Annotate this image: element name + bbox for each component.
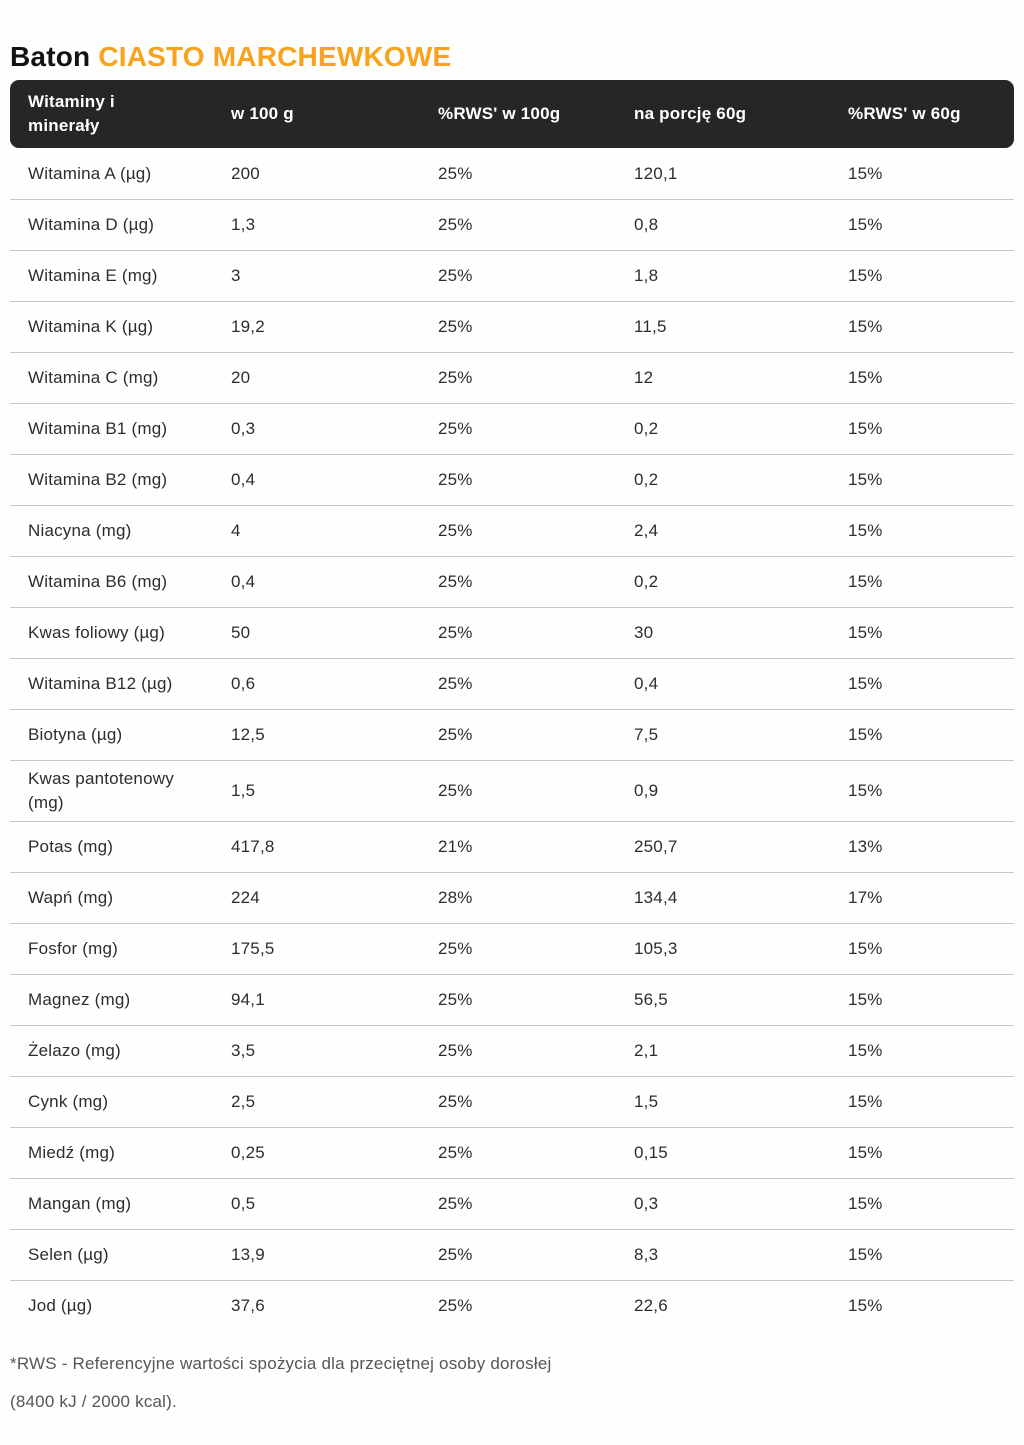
value-per-100g: 50 (231, 623, 251, 642)
value-per-100g: 37,6 (231, 1295, 265, 1315)
value-per-portion: 134,4 (634, 887, 678, 907)
table-row (10, 556, 1014, 607)
value-per-100g: 0,25 (231, 1142, 265, 1162)
nutrient-label: Kwas foliowy (µg) (28, 623, 165, 643)
value-per-100g: 0,4 (231, 470, 256, 489)
rws-footnote (10, 1345, 1014, 1421)
value-per-portion: 1,5 (634, 1091, 659, 1111)
value-per-100g: 13,9 (231, 1244, 265, 1264)
table-header-row (10, 80, 1014, 148)
value-per-100g: 3 (231, 266, 241, 285)
value-per-portion: 0,2 (634, 572, 659, 591)
table-row (10, 974, 1014, 1025)
table-row (10, 1178, 1014, 1229)
nutrient-label: Wapń (mg) (28, 887, 114, 907)
rws-per-100g: 25% (438, 521, 473, 540)
value-per-100g: 1,3 (231, 215, 256, 234)
rws-per-portion: 15% (848, 989, 883, 1009)
value-per-portion: 2,1 (634, 1040, 659, 1060)
nutrition-table (10, 80, 1014, 1331)
nutrient-label: Selen (µg) (28, 1244, 109, 1264)
nutrient-label: Mangan (mg) (28, 1193, 132, 1213)
rws-per-portion: 15% (848, 1040, 883, 1060)
nutrient-label: Potas (mg) (28, 836, 114, 856)
nutrient-label: Witamina B1 (mg) (28, 419, 168, 439)
rws-per-100g: 25% (438, 572, 473, 591)
nutrient-label: Cynk (mg) (28, 1091, 109, 1111)
table-row (10, 872, 1014, 923)
page-title-flavor: CIASTO MARCHEWKOWE (98, 41, 452, 72)
rws-per-100g: 25% (438, 780, 473, 800)
rws-per-portion: 15% (848, 419, 883, 438)
table-row (10, 199, 1014, 250)
rws-per-portion: 17% (848, 887, 883, 907)
column-header-per-portion: na porcję 60g (634, 104, 747, 124)
table-row (10, 923, 1014, 974)
rws-per-100g: 25% (438, 623, 473, 642)
nutrient-label: Witamina D (µg) (28, 215, 155, 235)
table-row (10, 148, 1014, 199)
rws-per-100g: 25% (438, 470, 473, 489)
value-per-100g: 224 (231, 887, 260, 907)
value-per-portion: 0,3 (634, 1193, 659, 1213)
table-row (10, 1076, 1014, 1127)
value-per-100g: 0,6 (231, 674, 256, 693)
value-per-portion: 56,5 (634, 989, 668, 1009)
rws-per-portion: 15% (848, 674, 883, 693)
rws-per-portion: 15% (848, 1091, 883, 1111)
value-per-100g: 1,5 (231, 780, 256, 800)
page-title-product: Baton (10, 41, 91, 72)
value-per-portion: 0,2 (634, 470, 659, 489)
value-per-portion: 0,4 (634, 674, 659, 693)
rws-per-100g: 25% (438, 266, 473, 285)
rws-footnote-line1: *RWS - Referencyjne wartości spożycia dla przeciętnej osoby dorosłej (10, 1353, 552, 1373)
nutrient-label: Fosfor (mg) (28, 938, 119, 958)
rws-per-portion: 15% (848, 1295, 883, 1315)
value-per-100g: 94,1 (231, 989, 265, 1009)
table-row (10, 709, 1014, 760)
value-per-100g: 0,5 (231, 1193, 256, 1213)
value-per-portion: 30 (634, 623, 654, 642)
rws-per-portion: 15% (848, 623, 883, 642)
rws-per-portion: 15% (848, 266, 883, 285)
rws-per-portion: 15% (848, 572, 883, 591)
rws-per-100g: 25% (438, 1193, 473, 1213)
table-row (10, 1229, 1014, 1280)
rws-per-100g: 25% (438, 419, 473, 438)
table-row (10, 250, 1014, 301)
value-per-100g: 4 (231, 521, 241, 540)
rws-per-portion: 15% (848, 1142, 883, 1162)
table-body (10, 148, 1014, 1331)
rws-per-100g: 25% (438, 1142, 473, 1162)
rws-per-portion: 15% (848, 163, 883, 183)
value-per-100g: 2,5 (231, 1091, 256, 1111)
table-row (10, 607, 1014, 658)
value-per-100g: 12,5 (231, 725, 265, 744)
rws-per-portion: 15% (848, 725, 883, 744)
value-per-portion: 250,7 (634, 836, 678, 856)
rws-per-portion: 15% (848, 1244, 883, 1264)
value-per-portion: 0,15 (634, 1142, 668, 1162)
table-row (10, 821, 1014, 872)
rws-per-100g: 25% (438, 215, 473, 234)
nutrient-label: Witamina C (mg) (28, 368, 159, 388)
value-per-100g: 200 (231, 163, 260, 183)
rws-per-100g: 25% (438, 1040, 473, 1060)
value-per-100g: 19,2 (231, 317, 265, 336)
nutrient-label: Magnez (mg) (28, 989, 131, 1009)
table-row (10, 454, 1014, 505)
rws-per-100g: 25% (438, 938, 473, 958)
value-per-100g: 0,4 (231, 572, 256, 591)
table-row (10, 658, 1014, 709)
rws-per-100g: 25% (438, 368, 473, 387)
value-per-100g: 3,5 (231, 1040, 256, 1060)
nutrient-label: Żelazo (mg) (28, 1040, 121, 1060)
value-per-100g: 20 (231, 368, 251, 387)
rws-per-portion: 15% (848, 215, 883, 234)
table-row (10, 505, 1014, 556)
rws-per-portion: 15% (848, 521, 883, 540)
nutrient-label: Witamina B6 (mg) (28, 572, 168, 592)
nutrient-label: Witamina B12 (µg) (28, 674, 173, 694)
table-row (10, 1127, 1014, 1178)
rws-per-100g: 25% (438, 1091, 473, 1111)
value-per-portion: 22,6 (634, 1295, 668, 1315)
rws-per-portion: 15% (848, 1193, 883, 1213)
rws-per-portion: 15% (848, 368, 883, 387)
rws-per-100g: 28% (438, 887, 473, 907)
nutrient-label: Witamina K (µg) (28, 317, 154, 337)
column-header-rws-portion: %RWS' w 60g (848, 104, 961, 124)
rws-per-portion: 15% (848, 780, 883, 800)
value-per-portion: 12 (634, 368, 654, 387)
rws-per-100g: 25% (438, 989, 473, 1009)
column-header-rws-100g: %RWS' w 100g (438, 104, 561, 124)
nutrient-label: Witamina E (mg) (28, 266, 158, 286)
value-per-portion: 0,9 (634, 780, 659, 800)
column-header-nutrient: Witaminy i minerały (28, 92, 115, 135)
rws-per-100g: 25% (438, 163, 473, 183)
column-header-per-100g: w 100 g (231, 104, 294, 124)
rws-footnote-line2: (8400 kJ / 2000 kcal). (10, 1391, 177, 1411)
value-per-portion: 8,3 (634, 1244, 659, 1264)
nutrient-label: Miedź (mg) (28, 1142, 116, 1162)
value-per-100g: 417,8 (231, 836, 275, 856)
rws-per-100g: 25% (438, 1244, 473, 1264)
rws-per-portion: 13% (848, 836, 883, 856)
rws-per-100g: 25% (438, 674, 473, 693)
value-per-portion: 7,5 (634, 725, 659, 744)
rws-per-portion: 15% (848, 317, 883, 336)
nutrient-label: Witamina A (µg) (28, 163, 152, 183)
rws-per-100g: 25% (438, 317, 473, 336)
value-per-portion: 0,2 (634, 419, 659, 438)
value-per-100g: 175,5 (231, 938, 275, 958)
rws-per-100g: 21% (438, 836, 473, 856)
value-per-portion: 11,5 (634, 317, 667, 336)
value-per-portion: 2,4 (634, 521, 659, 540)
value-per-100g: 0,3 (231, 419, 256, 438)
table-row (10, 1025, 1014, 1076)
table-row (10, 301, 1014, 352)
nutrient-label: Kwas pantotenowy (mg) (28, 769, 174, 812)
value-per-portion: 120,1 (634, 163, 678, 183)
value-per-portion: 1,8 (634, 266, 659, 285)
table-row (10, 760, 1014, 821)
nutrient-label: Niacyna (mg) (28, 521, 132, 541)
nutrient-label: Biotyna (µg) (28, 725, 123, 745)
rws-per-portion: 15% (848, 470, 883, 489)
table-row (10, 1280, 1014, 1331)
rws-per-100g: 25% (438, 1295, 473, 1315)
nutrient-label: Jod (µg) (28, 1295, 93, 1315)
table-row (10, 352, 1014, 403)
rws-per-portion: 15% (848, 938, 883, 958)
value-per-portion: 0,8 (634, 215, 659, 234)
rws-per-100g: 25% (438, 725, 473, 744)
nutrient-label: Witamina B2 (mg) (28, 470, 168, 490)
page-title (10, 40, 1014, 74)
table-row (10, 403, 1014, 454)
value-per-portion: 105,3 (634, 938, 678, 958)
